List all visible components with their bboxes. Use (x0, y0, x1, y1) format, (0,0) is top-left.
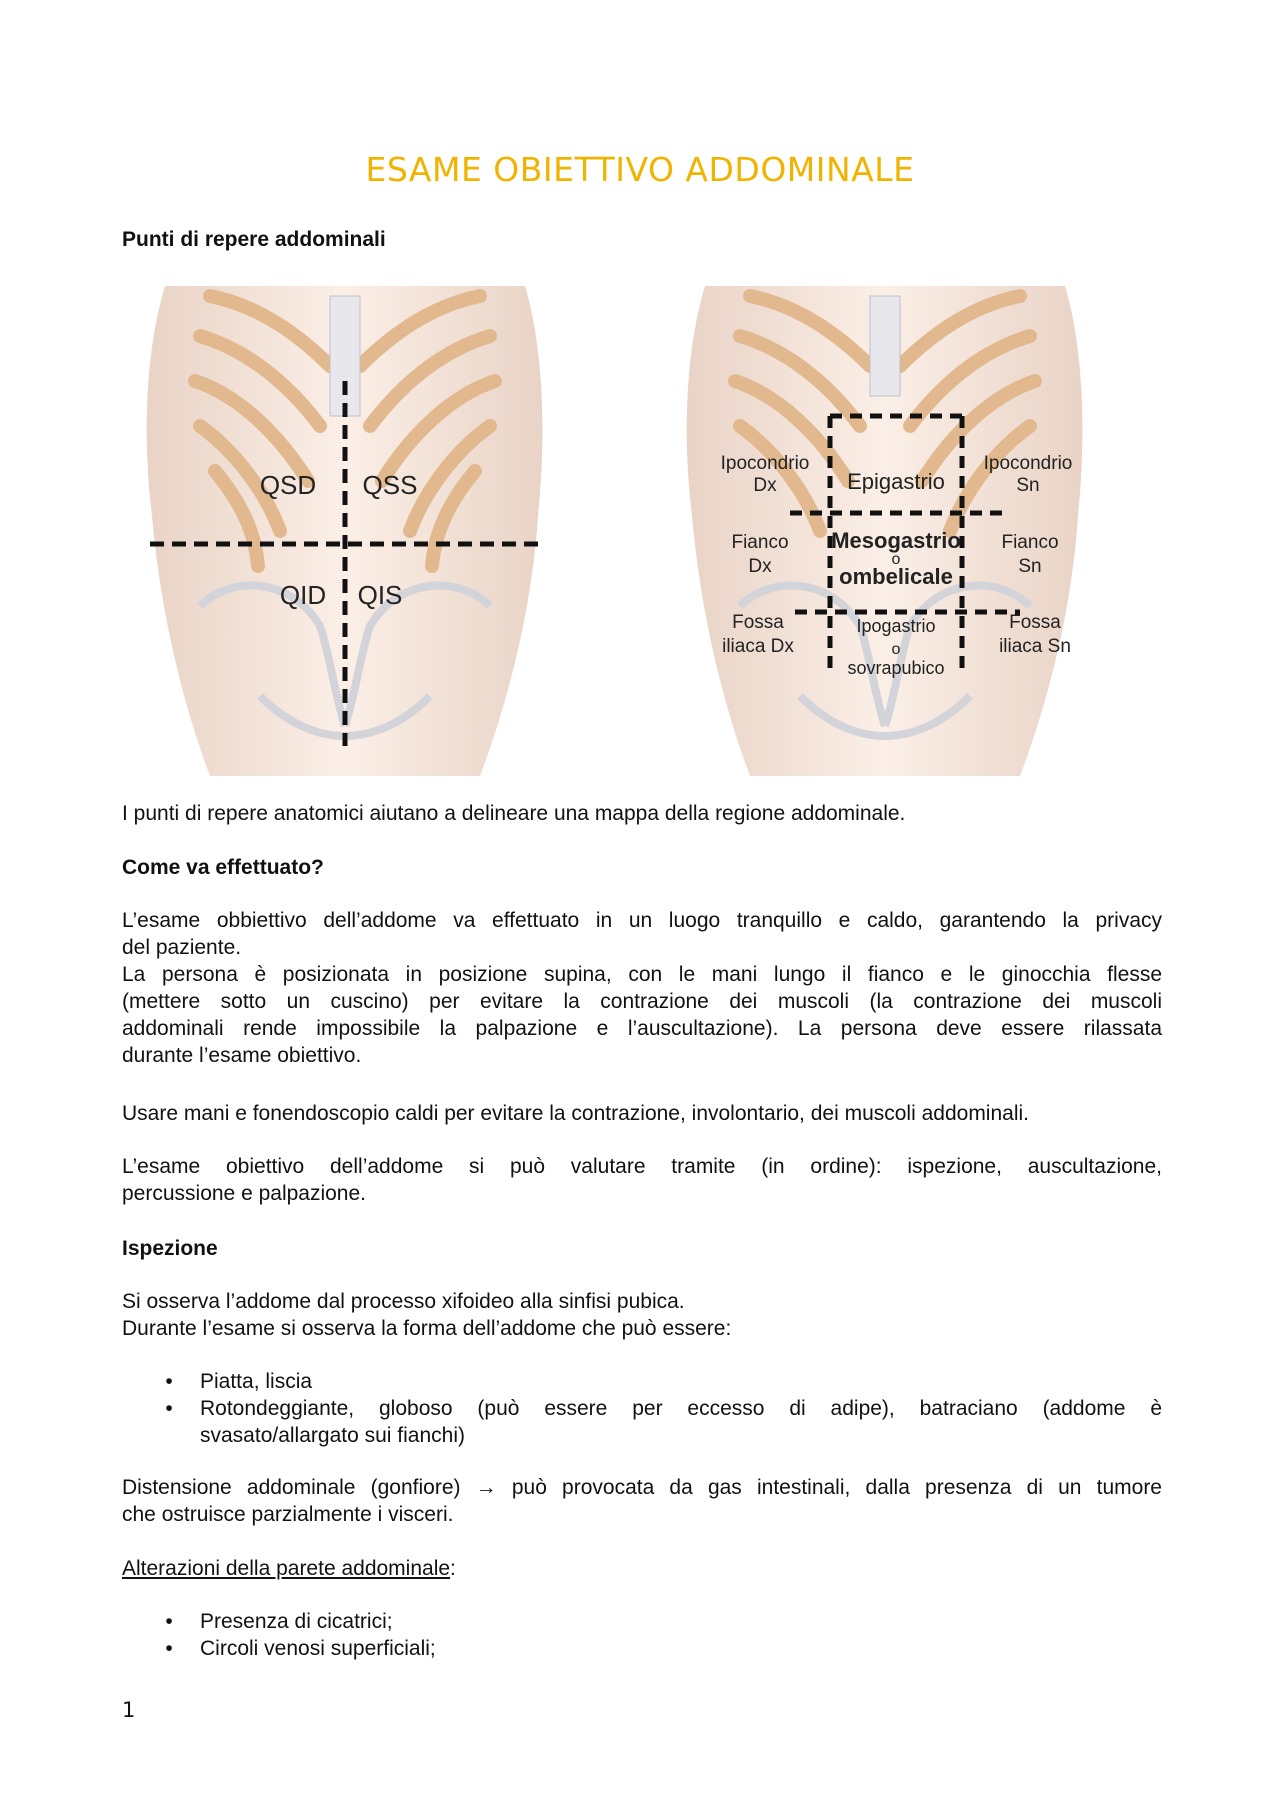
paragraph-mani-fonendoscopio: Usare mani e fonendoscopio caldi per evitare la contrazione, involontario, dei muscoli addominali. (122, 1102, 1029, 1125)
label-ipocondrio-sn: Ipocondrio (983, 453, 1073, 474)
label-epigastrio: Epigastrio (847, 469, 945, 494)
paragraph-line: Durante l’esame si osserva la forma dell’addome che può essere: (122, 1317, 732, 1340)
list-item (122, 1395, 1162, 1449)
paragraph-line: Si osserva l’addome dal processo xifoideo alla sinfisi pubica. (122, 1290, 685, 1313)
list-item-text: Piatta, liscia (200, 1370, 313, 1393)
label-fianco-dx-side: Dx (748, 556, 772, 577)
label-ipocondrio-dx: Ipocondrio (720, 453, 810, 474)
page-number: 1 (122, 1698, 136, 1722)
section-heading-ispezione: Ispezione (122, 1237, 218, 1260)
paragraph-osserva (122, 1288, 1162, 1342)
paragraph-line: del paziente. (122, 936, 242, 959)
label-qss: QSS (362, 470, 418, 500)
paragraph-line: L’esame obbiettivo dell’addome va effettuato in un luogo tranquillo e caldo, garantendo la privacy (122, 909, 1162, 932)
label-mesogastrio: Mesogastrio (831, 528, 961, 553)
label-fianco-sn: Fianco (1001, 532, 1059, 553)
list-item-text: Rotondeggiante, globoso (può essere per eccesso di adipe), batraciano (addome è (200, 1397, 1162, 1420)
list-item-text: Circoli venosi superficiali; (200, 1637, 436, 1660)
label-qis: QIS (357, 580, 403, 610)
paragraph-line: che ostruisce parzialmente i visceri. (122, 1503, 454, 1526)
paragraph-ordine (122, 1153, 1162, 1207)
paragraph-line: addominali rende impossibile la palpazione e l’auscultazione). La persona deve essere rilassata (122, 1017, 1162, 1040)
document-title: ESAME OBIETTIVO ADDOMINALE (365, 150, 915, 189)
paragraph-line: L’esame obiettivo dell’addome si può valutare tramite (in ordine): ispezione, auscultazione, (122, 1155, 1162, 1178)
bullet-symbol: • (165, 1370, 173, 1393)
bullet-symbol: • (165, 1610, 173, 1633)
list-item (122, 1635, 1162, 1662)
bullet-symbol: • (165, 1397, 173, 1420)
alterazioni-heading-line (122, 1555, 1162, 1582)
sternum (330, 296, 360, 416)
paragraph-esame-ambiente (122, 907, 1162, 1069)
list-item (122, 1368, 1162, 1395)
label-ipogastrio: Ipogastrio (856, 616, 936, 636)
label-ombelicale: ombelicale (839, 564, 953, 589)
forma-list (122, 1368, 1162, 1449)
paragraph-line: (mettere sotto un cuscino) per evitare la contrazione dei muscoli (la contrazione dei muscoli (122, 990, 1162, 1013)
paragraph-line: durante l’esame obiettivo. (122, 1044, 362, 1067)
quadrants-illustration (140, 276, 550, 776)
alterazioni-list (122, 1608, 1162, 1662)
label-ipocondrio-dx-side: Dx (753, 475, 777, 496)
figure-abdominal-regions (680, 276, 1090, 776)
label-fossa-dx-side: iliaca Dx (722, 636, 794, 657)
label-fianco-sn-side: Sn (1018, 556, 1042, 577)
paragraph-line: La persona è posizionata in posizione supina, con le mani lungo il fianco e le ginocchia flesse (122, 963, 1162, 986)
list-item-text: Presenza di cicatrici; (200, 1610, 393, 1633)
section-heading-come-effettuato: Come va effettuato? (122, 856, 324, 879)
sternum (870, 296, 900, 396)
label-ipogastrio-o: o (891, 641, 901, 658)
paragraph-line: Distensione addominale (gonfiore) → può provocata da gas intestinali, dalla presenza di un tumore (122, 1476, 1162, 1499)
list-item-text-continued: svasato/allargato sui fianchi) (200, 1424, 465, 1447)
section-heading-punti-repere: Punti di repere addominali (122, 228, 386, 251)
figure-abdominal-quadrants (140, 276, 550, 776)
list-item (122, 1608, 1162, 1635)
label-fossa-sn-side: iliaca Sn (999, 636, 1071, 657)
bullet-symbol: • (165, 1637, 173, 1660)
alterazioni-colon: : (450, 1557, 456, 1580)
paragraph-line: percussione e palpazione. (122, 1182, 367, 1205)
label-ipocondrio-sn-side: Sn (1016, 475, 1040, 496)
label-sovrapubico: sovrapubico (847, 658, 945, 678)
regions-illustration (680, 276, 1090, 776)
label-mesogastrio-o: o (891, 551, 901, 568)
label-fossa-sn: Fossa (1009, 612, 1061, 633)
label-qsd: QSD (259, 470, 317, 500)
paragraph-distensione (122, 1474, 1162, 1528)
paragraph-mappa: I punti di repere anatomici aiutano a delineare una mappa della regione addominale. (122, 802, 906, 825)
alterazioni-heading: Alterazioni della parete addominale (122, 1557, 451, 1580)
label-fossa-dx: Fossa (732, 612, 784, 633)
label-qid: QID (279, 580, 327, 610)
label-fianco-dx: Fianco (731, 532, 789, 553)
